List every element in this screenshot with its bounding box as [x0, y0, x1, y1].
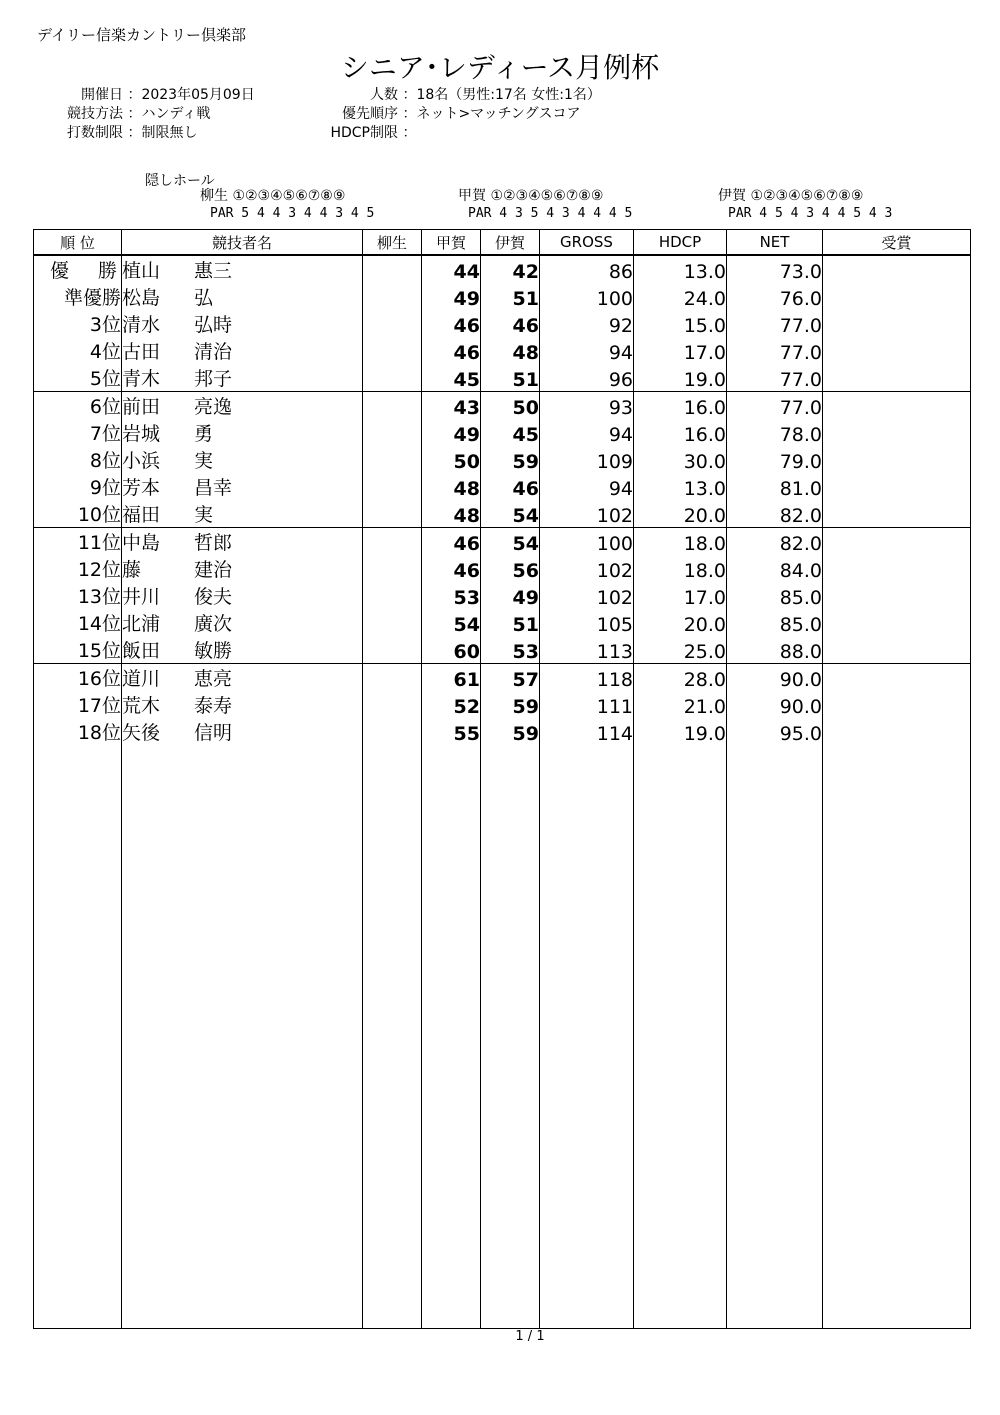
player-name	[122, 310, 363, 337]
table-row	[34, 473, 971, 500]
info-right	[300, 86, 601, 143]
iga-cell: 46	[481, 473, 540, 500]
player-family-name: 清水	[122, 314, 161, 336]
rank-cell: 3位	[34, 310, 122, 337]
award-cell	[823, 473, 971, 500]
hdcp-cell: 20.0	[634, 609, 727, 636]
yagyu-cell	[363, 310, 422, 337]
count-label: 人数	[370, 87, 398, 103]
empty-cell	[823, 745, 971, 1329]
info-priority: 優先順序 ：ネット>マッチングスコア	[300, 105, 601, 124]
player-family-name: 荒木	[122, 695, 161, 717]
award-cell	[823, 255, 971, 283]
player-given-name: 勇	[194, 423, 214, 445]
player-name	[122, 392, 363, 420]
koka-cell: 48	[422, 500, 481, 528]
player-given-name: 敏勝	[194, 640, 233, 662]
koka-cell: 46	[422, 555, 481, 582]
rank-cell: 準優勝	[34, 283, 122, 310]
hdcp-cell: 18.0	[634, 555, 727, 582]
table-row	[34, 419, 971, 446]
award-cell	[823, 283, 971, 310]
course-holes: ①②③④⑤⑥⑦⑧⑨	[232, 188, 346, 204]
player-family-name: 中島	[122, 532, 161, 554]
gross-cell: 114	[540, 718, 634, 745]
hdcp-cell: 16.0	[634, 392, 727, 420]
yagyu-cell	[363, 419, 422, 446]
results-table	[33, 229, 971, 1329]
net-cell: 73.0	[727, 255, 823, 283]
koka-cell: 45	[422, 364, 481, 392]
page-number: 1 / 1	[515, 1329, 545, 1344]
iga-cell: 45	[481, 419, 540, 446]
iga-cell: 46	[481, 310, 540, 337]
net-cell: 77.0	[727, 364, 823, 392]
empty-cell	[727, 745, 823, 1329]
player-given-name: 恵亮	[194, 668, 233, 690]
course-par: PAR 4 3 5 4 3 4 4 4 5	[468, 206, 633, 221]
iga-cell: 48	[481, 337, 540, 364]
award-cell	[823, 500, 971, 528]
empty-cell	[34, 745, 122, 1329]
yagyu-cell	[363, 664, 422, 692]
player-given-name: 泰寿	[194, 695, 233, 717]
gross-cell: 118	[540, 664, 634, 692]
course-koka	[458, 188, 632, 222]
yagyu-cell	[363, 609, 422, 636]
player-family-name: 芳本	[122, 477, 161, 499]
player-family-name: 植山	[122, 260, 161, 282]
rank-cell: 15位	[34, 636, 122, 664]
player-name	[122, 664, 363, 692]
player-name	[122, 500, 363, 528]
rank-cell: 7位	[34, 419, 122, 446]
hdcp-cell: 17.0	[634, 337, 727, 364]
table-row	[34, 718, 971, 745]
empty-cell	[540, 745, 634, 1329]
hdcp-cell: 30.0	[634, 446, 727, 473]
table-row	[34, 446, 971, 473]
player-name	[122, 636, 363, 664]
gross-cell: 109	[540, 446, 634, 473]
player-given-name: 弘	[194, 287, 214, 309]
gross-cell: 94	[540, 473, 634, 500]
player-name	[122, 446, 363, 473]
gross-cell: 111	[540, 691, 634, 718]
koka-cell: 54	[422, 609, 481, 636]
player-given-name: 邦子	[194, 368, 233, 390]
header-award: 受賞	[823, 230, 971, 256]
net-cell: 84.0	[727, 555, 823, 582]
award-cell	[823, 691, 971, 718]
award-cell	[823, 392, 971, 420]
empty-cell	[422, 745, 481, 1329]
player-family-name: 松島	[122, 287, 161, 309]
limit-value: 制限無し	[141, 125, 198, 141]
table-row	[34, 337, 971, 364]
iga-cell: 49	[481, 582, 540, 609]
table-row	[34, 500, 971, 528]
yagyu-cell	[363, 718, 422, 745]
rank-cell: 11位	[34, 528, 122, 556]
koka-cell: 50	[422, 446, 481, 473]
player-family-name: 北浦	[122, 613, 161, 635]
table-row	[34, 555, 971, 582]
award-cell	[823, 337, 971, 364]
course-name: 甲賀	[458, 188, 486, 204]
yagyu-cell	[363, 582, 422, 609]
table-row	[34, 392, 971, 420]
player-family-name: 福田	[122, 504, 161, 526]
info-left	[45, 86, 255, 143]
iga-cell: 51	[481, 364, 540, 392]
header-yagyu: 柳生	[363, 230, 422, 256]
hdcp-cell: 18.0	[634, 528, 727, 556]
net-cell: 85.0	[727, 609, 823, 636]
rank-cell: 10位	[34, 500, 122, 528]
player-given-name: 信明	[194, 722, 233, 744]
header-iga: 伊賀	[481, 230, 540, 256]
player-name	[122, 582, 363, 609]
gross-cell: 102	[540, 500, 634, 528]
iga-cell: 51	[481, 283, 540, 310]
net-cell: 76.0	[727, 283, 823, 310]
award-cell	[823, 528, 971, 556]
player-given-name: 哲郎	[194, 532, 233, 554]
priority-label: 優先順序	[342, 106, 398, 122]
award-cell	[823, 446, 971, 473]
player-family-name: 青木	[122, 368, 161, 390]
award-cell	[823, 609, 971, 636]
player-name	[122, 283, 363, 310]
rank-cell: 12位	[34, 555, 122, 582]
count-value: 18名（男性:17名 女性:1名）	[416, 87, 601, 103]
date-label: 開催日	[81, 87, 123, 103]
table-row	[34, 636, 971, 664]
koka-cell: 55	[422, 718, 481, 745]
net-cell: 77.0	[727, 310, 823, 337]
player-given-name: 実	[194, 450, 214, 472]
info-method: 競技方法 ：ハンディ戦	[45, 105, 255, 124]
hdcp-cell: 17.0	[634, 582, 727, 609]
iga-cell: 59	[481, 446, 540, 473]
award-cell	[823, 364, 971, 392]
info-count: 人数 ：18名（男性:17名 女性:1名）	[300, 86, 601, 105]
player-given-name: 清治	[194, 341, 233, 363]
koka-cell: 60	[422, 636, 481, 664]
header-gross: GROSS	[540, 230, 634, 256]
table-row	[34, 255, 971, 283]
yagyu-cell	[363, 528, 422, 556]
net-cell: 85.0	[727, 582, 823, 609]
player-name	[122, 364, 363, 392]
hdcp-cell: 19.0	[634, 718, 727, 745]
date-value: 2023年05月09日	[141, 87, 255, 103]
header-hdcp: HDCP	[634, 230, 727, 256]
rank-cell: 優勝	[34, 255, 122, 283]
player-name	[122, 718, 363, 745]
yagyu-cell	[363, 392, 422, 420]
header-player: 競技者名	[122, 230, 363, 256]
yagyu-cell	[363, 337, 422, 364]
gross-cell: 94	[540, 337, 634, 364]
player-given-name: 昌幸	[194, 477, 233, 499]
page-title: シニア･レディース月例杯	[340, 51, 660, 84]
player-name	[122, 255, 363, 283]
net-cell: 82.0	[727, 528, 823, 556]
course-name: 伊賀	[718, 188, 746, 204]
yagyu-cell	[363, 364, 422, 392]
player-given-name: 亮逸	[194, 396, 233, 418]
koka-cell: 44	[422, 255, 481, 283]
yagyu-cell	[363, 555, 422, 582]
player-family-name: 井川	[122, 586, 161, 608]
koka-cell: 49	[422, 419, 481, 446]
player-given-name: 惠三	[194, 260, 233, 282]
net-cell: 79.0	[727, 446, 823, 473]
koka-cell: 52	[422, 691, 481, 718]
yagyu-cell	[363, 636, 422, 664]
player-name	[122, 419, 363, 446]
net-cell: 78.0	[727, 419, 823, 446]
yagyu-cell	[363, 691, 422, 718]
koka-cell: 48	[422, 473, 481, 500]
method-value: ハンディ戦	[141, 106, 211, 122]
player-family-name: 矢後	[122, 722, 161, 744]
course-yagyu	[200, 188, 374, 222]
koka-cell: 46	[422, 310, 481, 337]
gross-cell: 102	[540, 582, 634, 609]
player-family-name: 前田	[122, 396, 161, 418]
iga-cell: 56	[481, 555, 540, 582]
gross-cell: 105	[540, 609, 634, 636]
gross-cell: 102	[540, 555, 634, 582]
course-par: PAR 5 4 4 3 4 4 3 4 5	[210, 206, 375, 221]
koka-cell: 43	[422, 392, 481, 420]
iga-cell: 50	[481, 392, 540, 420]
award-cell	[823, 555, 971, 582]
player-family-name: 小浜	[122, 450, 161, 472]
iga-cell: 51	[481, 609, 540, 636]
player-given-name: 廣次	[194, 613, 233, 635]
table-row	[34, 528, 971, 556]
rank-cell: 9位	[34, 473, 122, 500]
rank-cell: 4位	[34, 337, 122, 364]
hdcp-cell: 19.0	[634, 364, 727, 392]
yagyu-cell	[363, 255, 422, 283]
iga-cell: 54	[481, 500, 540, 528]
net-cell: 81.0	[727, 473, 823, 500]
player-name	[122, 691, 363, 718]
iga-cell: 54	[481, 528, 540, 556]
header-koka: 甲賀	[422, 230, 481, 256]
net-cell: 95.0	[727, 718, 823, 745]
yagyu-cell	[363, 446, 422, 473]
method-label: 競技方法	[67, 106, 123, 122]
info-limit: 打数制限 ：制限無し	[45, 124, 255, 143]
course-iga	[718, 188, 892, 222]
hidden-hole-label: 隠しホール	[145, 173, 215, 189]
table-row	[34, 283, 971, 310]
player-name	[122, 473, 363, 500]
hdcp-cell: 15.0	[634, 310, 727, 337]
rank-cell: 6位	[34, 392, 122, 420]
gross-cell: 93	[540, 392, 634, 420]
yagyu-cell	[363, 283, 422, 310]
koka-cell: 46	[422, 528, 481, 556]
table-header	[34, 230, 971, 256]
player-name	[122, 555, 363, 582]
hdcp-cell: 25.0	[634, 636, 727, 664]
player-family-name: 藤	[122, 559, 142, 581]
player-name	[122, 337, 363, 364]
hdcp-cell: 21.0	[634, 691, 727, 718]
hdcp-cell: 13.0	[634, 473, 727, 500]
player-given-name: 実	[194, 504, 214, 526]
award-cell	[823, 582, 971, 609]
player-family-name: 道川	[122, 668, 161, 690]
hdcp-cell: 28.0	[634, 664, 727, 692]
gross-cell: 94	[540, 419, 634, 446]
iga-cell: 42	[481, 255, 540, 283]
hdcp-cell: 13.0	[634, 255, 727, 283]
yagyu-cell	[363, 473, 422, 500]
award-cell	[823, 718, 971, 745]
gross-cell: 113	[540, 636, 634, 664]
player-given-name: 俊夫	[194, 586, 233, 608]
info-date: 開催日 ：2023年05月09日	[45, 86, 255, 105]
award-cell	[823, 419, 971, 446]
iga-cell: 53	[481, 636, 540, 664]
rank-cell: 5位	[34, 364, 122, 392]
table-row	[34, 664, 971, 692]
player-given-name: 弘時	[194, 314, 233, 336]
table-row	[34, 691, 971, 718]
table-filler	[34, 745, 971, 1329]
award-cell	[823, 310, 971, 337]
priority-value: ネット>マッチングスコア	[416, 106, 581, 122]
yagyu-cell	[363, 500, 422, 528]
rank-cell: 14位	[34, 609, 122, 636]
net-cell: 88.0	[727, 636, 823, 664]
empty-cell	[122, 745, 363, 1329]
player-family-name: 飯田	[122, 640, 161, 662]
award-cell	[823, 636, 971, 664]
hdcp-cell: 16.0	[634, 419, 727, 446]
table-row	[34, 364, 971, 392]
empty-cell	[481, 745, 540, 1329]
club-name: デイリー信楽カントリー倶楽部	[37, 26, 246, 44]
net-cell: 77.0	[727, 337, 823, 364]
header-net: NET	[727, 230, 823, 256]
rank-cell: 18位	[34, 718, 122, 745]
gross-cell: 92	[540, 310, 634, 337]
table-row	[34, 609, 971, 636]
header-rank: 順 位	[34, 230, 122, 256]
player-family-name: 岩城	[122, 423, 161, 445]
table-row	[34, 582, 971, 609]
player-family-name: 古田	[122, 341, 161, 363]
table-row	[34, 310, 971, 337]
player-name	[122, 528, 363, 556]
award-cell	[823, 664, 971, 692]
koka-cell: 49	[422, 283, 481, 310]
rank-cell: 8位	[34, 446, 122, 473]
net-cell: 90.0	[727, 664, 823, 692]
player-given-name: 建治	[194, 559, 233, 581]
course-name: 柳生	[200, 188, 228, 204]
limit-label: 打数制限	[67, 125, 123, 141]
gross-cell: 96	[540, 364, 634, 392]
course-holes: ①②③④⑤⑥⑦⑧⑨	[490, 188, 604, 204]
info-hdcp: HDCP制限 ：	[300, 124, 601, 143]
rank-cell: 16位	[34, 664, 122, 692]
rank-cell: 13位	[34, 582, 122, 609]
net-cell: 82.0	[727, 500, 823, 528]
net-cell: 77.0	[727, 392, 823, 420]
hdcp-label: HDCP制限	[330, 125, 398, 141]
koka-cell: 53	[422, 582, 481, 609]
empty-cell	[363, 745, 422, 1329]
gross-cell: 100	[540, 528, 634, 556]
rank-cell: 17位	[34, 691, 122, 718]
course-par: PAR 4 5 4 3 4 4 5 4 3	[728, 206, 893, 221]
iga-cell: 59	[481, 718, 540, 745]
iga-cell: 59	[481, 691, 540, 718]
koka-cell: 61	[422, 664, 481, 692]
empty-cell	[634, 745, 727, 1329]
net-cell: 90.0	[727, 691, 823, 718]
gross-cell: 100	[540, 283, 634, 310]
gross-cell: 86	[540, 255, 634, 283]
hdcp-cell: 24.0	[634, 283, 727, 310]
course-holes: ①②③④⑤⑥⑦⑧⑨	[750, 188, 864, 204]
player-name	[122, 609, 363, 636]
hdcp-cell: 20.0	[634, 500, 727, 528]
iga-cell: 57	[481, 664, 540, 692]
koka-cell: 46	[422, 337, 481, 364]
